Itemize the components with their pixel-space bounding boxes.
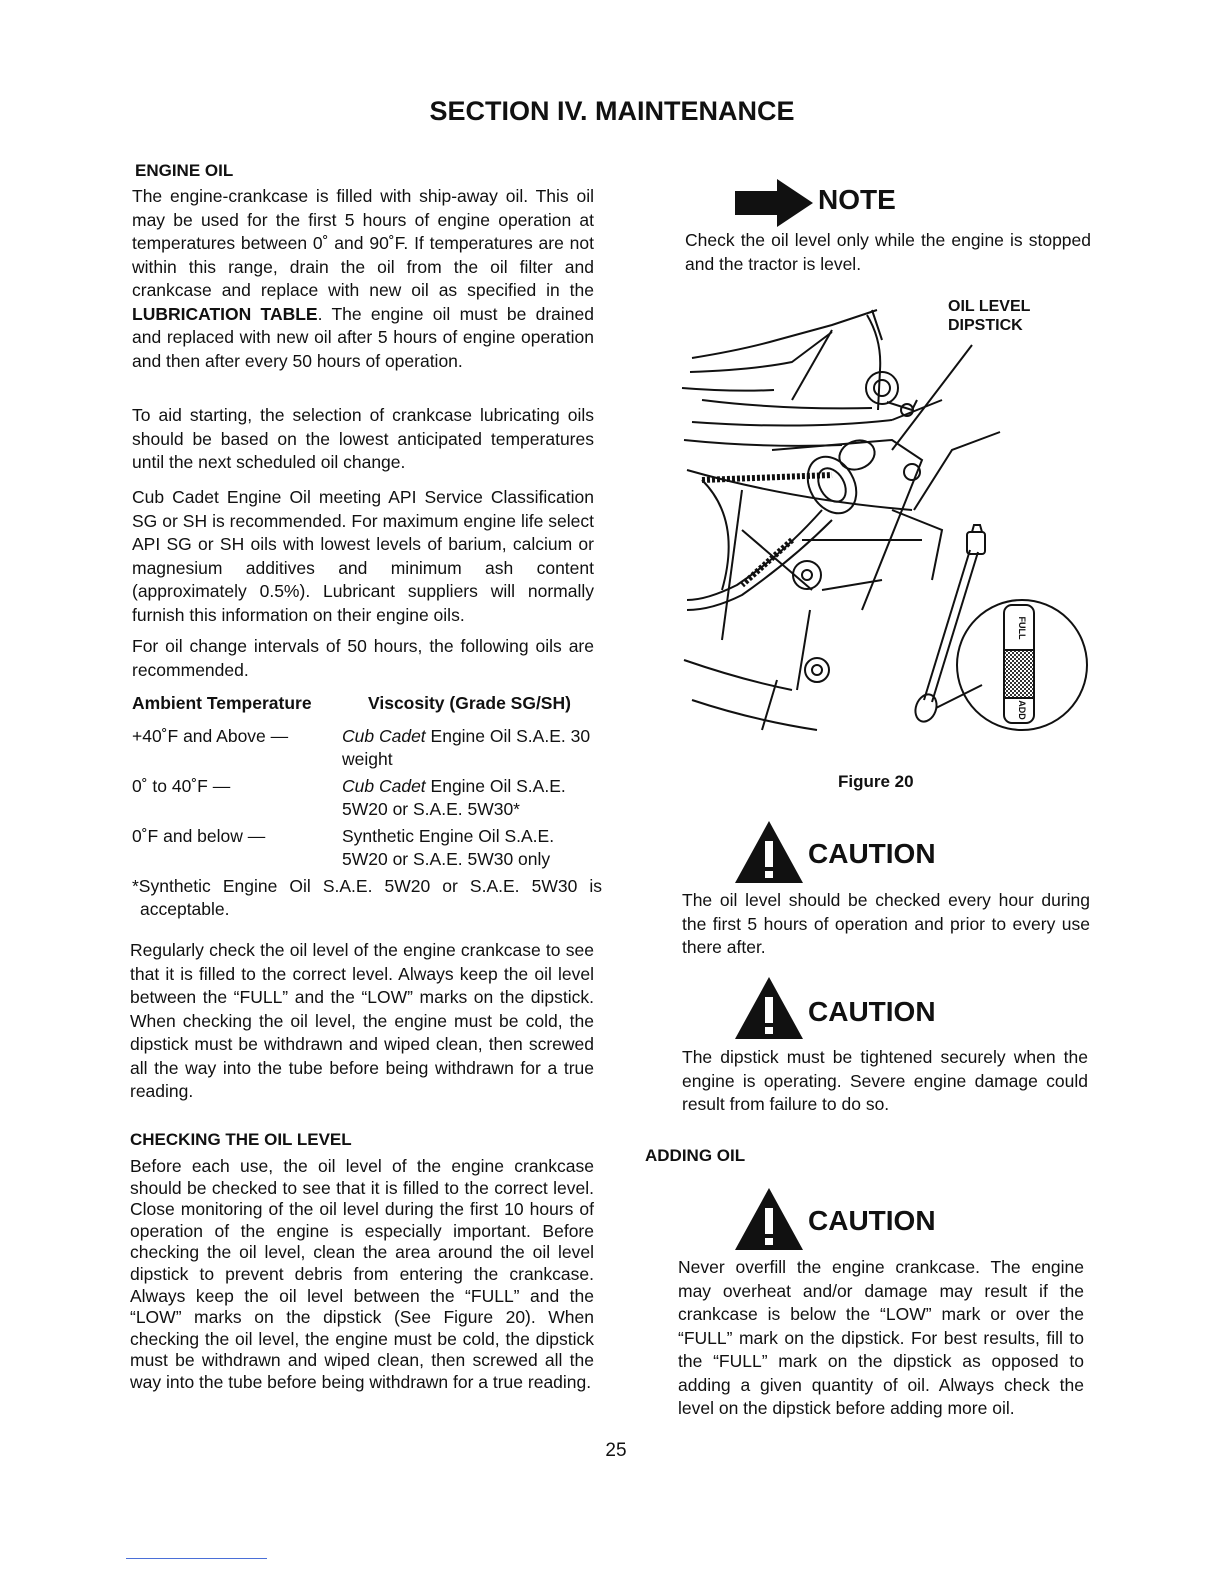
- table-row-viscosity: [342, 725, 592, 771]
- footer-rule: [126, 1558, 267, 1559]
- adding-oil-heading: ADDING OIL: [645, 1146, 746, 1165]
- note-arrow-icon: [735, 179, 815, 227]
- viscosity-text: Engine Oil S.A.E. 30 weight: [342, 726, 591, 769]
- dipstick-add-mark: ADD: [1017, 700, 1027, 720]
- page-number: 25: [605, 1440, 627, 1461]
- caution-text: The oil level should be checked every hour during the first 5 hours of operation and prior to every use there after.: [682, 890, 1090, 957]
- engine-oil-p1-end: . The engine oil must be drained and replaced with new oil after 5 hours of engine operation and then after every 50 hours of operation.: [132, 303, 594, 371]
- engine-oil-paragraph-2: To aid starting, the selection of crankcase lubricating oils should be based on the lowest anticipated temperatures until the next scheduled oil change.: [132, 405, 594, 472]
- brand-name: Cub Cadet: [342, 776, 426, 796]
- caution-text: The dipstick must be tightened securely when the engine is operating. Severe engine damage could result from failure to do so.: [682, 1047, 1088, 1114]
- engine-dipstick-illustration: [682, 310, 1094, 750]
- label-line: OIL LEVEL: [948, 298, 1031, 315]
- engine-oil-heading: ENGINE OIL: [135, 161, 234, 180]
- viscosity-text: Synthetic Engine Oil S.A.E. 5W20 or S.A.E. 5W30 only: [342, 826, 555, 869]
- table-row-temp: 0˚ to 40˚F —: [132, 776, 231, 796]
- engine-oil-paragraph-5: Regularly check the oil level of the engine crankcase to see that it is filled to the correct level. Always keep the oil level between the “FULL” and the “LOW” marks on the dipstick. When checking the oil level, the engine must be cold, the dipstick must be withdrawn and wiped clean, then screwed all the way into the tube before being withdrawn for a true reading.: [130, 940, 594, 1101]
- table-row-viscosity: [342, 775, 592, 821]
- warning-triangle-icon: [733, 1186, 805, 1252]
- table-row-temp: 0˚F and below —: [132, 826, 266, 846]
- table-row-temp: +40˚F and Above —: [132, 726, 289, 746]
- note-title: NOTE: [818, 184, 896, 215]
- caution-title: CAUTION: [808, 996, 936, 1027]
- viscosity-text: Engine Oil S.A.E. 5W20 or S.A.E. 5W30*: [342, 776, 566, 819]
- checking-oil-paragraph: Before each use, the oil level of the engine crankcase should be checked to see that it is filled to the correct level. Close monitoring of the oil level during the first 10 hours of operation of the engine is especially important. Before checking the oil level, clean the area around the oil level dipstick to prevent debris from entering the crankcase. Always keep the oil level between the “FULL” and the “LOW” marks on the dipstick (See Figure 20). When checking the oil level, the engine must be cold, the dipstick must be withdrawn and wiped clean, then screwed all the way into the tube before being withdrawn for a true reading.: [130, 1156, 594, 1392]
- note-text: Check the oil level only while the engine is stopped and the tractor is level.: [685, 230, 1091, 274]
- brand-name: Cub Cadet: [342, 726, 426, 746]
- engine-oil-paragraph-3: Cub Cadet Engine Oil meeting API Service Classification SG or SH is recommended. For maximum engine life select API SG or SH oils with lowest levels of barium, calcium or magnesium additives and minimum ash content (approximately 0.5%). Lubricant suppliers will normally furnish this information on their engine oils.: [132, 487, 594, 625]
- table-row-viscosity: [342, 825, 592, 871]
- label-line: DIPSTICK: [948, 317, 1023, 334]
- table-footnote: *Synthetic Engine Oil S.A.E. 5W20 or S.A.E. 5W30 is acceptable.: [132, 876, 602, 919]
- engine-oil-p1-start: The engine-crankcase is filled with ship-away oil. This oil may be used for the first 5 hours of engine operation at temperatures between 0˚ and 90˚F. If temperatures are not within this range, drain the oil from the oil filter and crankcase and replace with new oil as specified in the: [132, 186, 594, 300]
- warning-triangle-icon: [733, 819, 805, 885]
- lubrication-table-ref: LUBRICATION TABLE: [132, 303, 318, 324]
- warning-triangle-icon: [733, 975, 805, 1041]
- oil-viscosity-table: [132, 692, 602, 932]
- caution-text: Never overfill the engine crankcase. The engine may overheat and/or damage may result if the crankcase is below the “LOW” mark or over the “FULL” mark on the dipstick. For best results, fill to the “FULL” mark on the dipstick as opposed to adding a given quantity of oil. Always check the level on the dipstick before adding more oil.: [678, 1257, 1084, 1418]
- checking-oil-heading: CHECKING THE OIL LEVEL: [130, 1130, 352, 1149]
- figure-caption: Figure 20: [838, 772, 914, 791]
- table-header-viscosity: Viscosity (Grade SG/SH): [368, 693, 571, 713]
- page-title: SECTION IV. MAINTENANCE: [429, 96, 795, 126]
- caution-title: CAUTION: [808, 1205, 936, 1236]
- table-header-temperature: Ambient Temperature: [132, 693, 312, 713]
- engine-oil-paragraph-1: [132, 185, 594, 373]
- engine-oil-paragraph-4: For oil change intervals of 50 hours, the following oils are recommended.: [132, 636, 594, 680]
- caution-title: CAUTION: [808, 838, 936, 869]
- dipstick-full-mark: FULL: [1017, 616, 1027, 640]
